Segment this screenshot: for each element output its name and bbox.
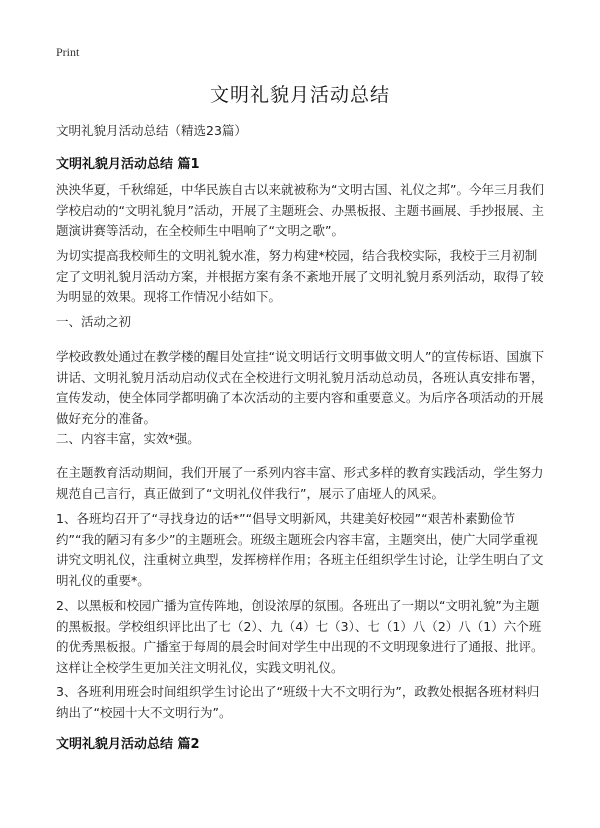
print-label: Print xyxy=(56,45,80,59)
section-heading-2: 文明礼貌月活动总结 篇2 xyxy=(56,737,200,752)
paragraph: 3、各班利用班会时间组织学生讨论出了“班级十大不文明行为”，政教处根据各班材料归纳出了“校园十大不文明行为”。 xyxy=(56,684,540,720)
subheading-paragraph: 二、内容丰富，实效*强。 xyxy=(56,431,200,446)
paragraph: 泱泱华夏，千秋绵延，中华民族自古以来就被称为“文明古国、礼仪之邦”。今年三月我们学校启动的“文明礼貌月”活动，开展了主题班会、办黑板报、主题书画展、手抄报展、主题演讲赛等活动，在全校师生中唱响了“文明之歌”。 xyxy=(56,182,544,238)
paragraph: 学校政教处通过在教学楼的醒目处宣挂“说文明话行文明事做文明人”的宣传标语、国旗下讲话、文明礼貌月活动启动仪式在全校进行文明礼貌月活动总动员，各班认真安排布署，宣传发动，使全体同学都明确了本次活动的主要内容和重要意义。为后序各项活动的开展做好充分的准备。 xyxy=(56,349,544,426)
paragraph: 1、各班均召开了“寻找身边的话*”“倡导文明新风，共建美好校园”“艰苦朴素勤俭节约”“我的陋习有多少”的主题班会。班级主题班会内容丰富，主题突出，使广大同学重视讲究文明礼仪，注重树立典型，发挥榜样作用；各班主任组织学生讨论，让学生明白了文明礼仪的重要*。 xyxy=(56,511,544,588)
section-heading-1: 文明礼貌月活动总结 篇1 xyxy=(56,157,200,172)
paragraph: 2、以黑板和校园广播为宣传阵地，创设浓厚的氛围。各班出了一期以“文明礼貌”为主题的黑板报。学校组织评比出了七（2）、九（4）七（3）、七（1）八（2）八（1）六个班的优秀黑板报。广播室于每周的晨会时间对学生中出现的不文明现象进行了通报、批评。这样让全校学生更加关注文明礼仪，实践文明礼仪。 xyxy=(56,598,544,675)
paragraph: 在主题教育活动期间，我们开展了一系列内容丰富、形式多样的教育实践活动，学生努力规范自己言行，真正做到了“文明礼仪伴我行”，展示了庙垭人的风采。 xyxy=(56,465,544,501)
paragraph: 为切实提高我校师生的文明礼貌水准，努力构建*校园，结合我校实际，我校于三月初制定了文明礼貌月活动方案，并根据方案有条不紊地开展了文明礼貌月系列活动，取得了较为明显的效果。现将工作情况小结如下。 xyxy=(56,248,544,304)
document-title: 文明礼貌月活动总结 xyxy=(209,84,390,106)
document-subtitle: 文明礼貌月活动总结（精选23篇） xyxy=(56,123,247,138)
subheading-paragraph: 一、活动之初 xyxy=(56,314,132,329)
